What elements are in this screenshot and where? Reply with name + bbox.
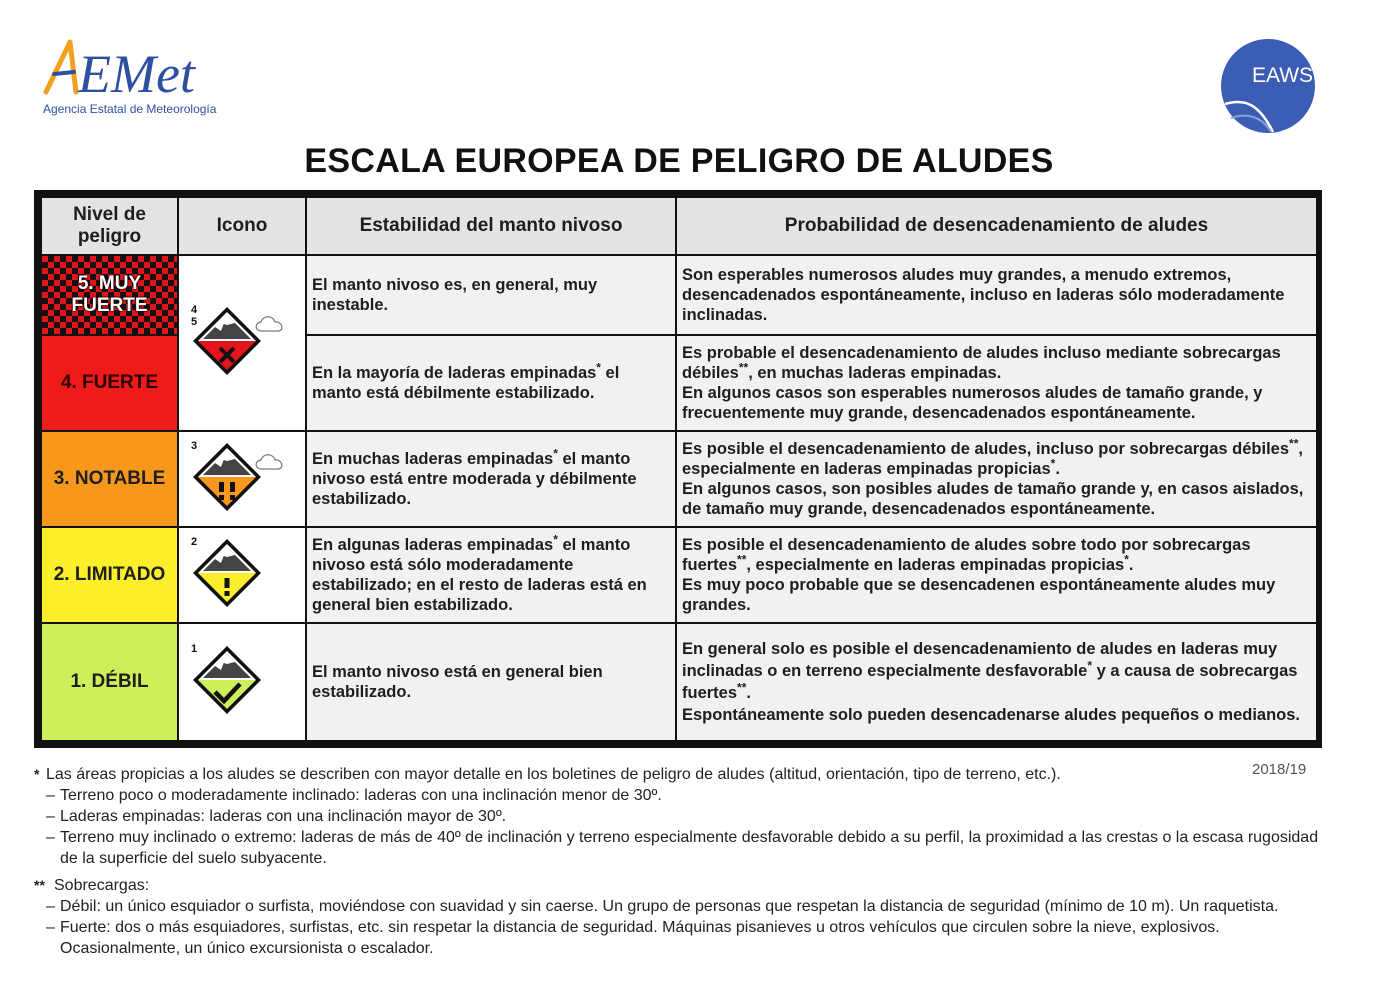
page-title: ESCALA EUROPEA DE PELIGRO DE ALUDES bbox=[304, 142, 1054, 180]
table-row bbox=[41, 527, 1317, 623]
svg-text:4: 4 bbox=[191, 304, 198, 316]
danger-4-5-icon bbox=[191, 303, 295, 383]
aemet-logo-mark bbox=[40, 36, 230, 102]
svg-text:2: 2 bbox=[191, 536, 198, 548]
level-2-probability: Es posible el desencadenamiento de aludes sobre todo por sobrecargas fuertes**, especialmente en laderas empinadas propicias*. Es muy poco probable que se desencadenen espontáneamente aludes muy grandes. bbox=[676, 527, 1317, 623]
svg-text:5: 5 bbox=[191, 316, 198, 328]
icon-cell-4-5 bbox=[178, 255, 306, 431]
eaws-logo bbox=[1219, 38, 1317, 134]
icon-cell-1 bbox=[178, 623, 306, 741]
footnote-item: – Laderas empinadas: laderas con una inclinación mayor de 30º. bbox=[46, 808, 507, 825]
svg-text:3: 3 bbox=[191, 440, 198, 452]
table-header-row bbox=[41, 197, 1317, 255]
level-4-stability: En la mayoría de laderas empinadas* el manto está débilmente estabilizado. bbox=[306, 335, 676, 431]
table-row bbox=[41, 255, 1317, 335]
svg-text:EMet: EMet bbox=[78, 44, 195, 102]
table-row bbox=[41, 431, 1317, 527]
danger-1-icon bbox=[191, 642, 295, 722]
footnotes bbox=[34, 764, 1324, 959]
header-probability: Probabilidad de desencadenamiento de aludes bbox=[676, 197, 1317, 255]
header-icon: Icono bbox=[178, 197, 306, 255]
table-row bbox=[41, 623, 1317, 741]
level-1-probability: En general solo es posible el desencadenamiento de aludes en laderas muy inclinadas o en terreno especialmente desfavorable* y a causa de sobrecargas fuertes**. Espontáneamente solo pueden desencadenarse aludes pequeños o medianos. bbox=[676, 623, 1317, 741]
level-1-label: 1. DÉBIL bbox=[41, 623, 178, 741]
level-2-label: 2. LIMITADO bbox=[41, 527, 178, 623]
footnote-star1: * Las áreas propicias a los aludes se describen con mayor detalle en los boletines de peligro de aludes (altitud, orientación, tipo de terreno, etc.). bbox=[34, 766, 1061, 783]
footnote-item: – Débil: un único esquiador o surfista, moviéndose con suavidad y sin caerse. Un grupo de personas que respetan la distancia de seguridad (mínimo de 10 m). Un raquetista. bbox=[46, 898, 1279, 915]
level-5-stability: El manto nivoso es, en general, muy inestable. bbox=[306, 255, 676, 335]
icon-cell-3 bbox=[178, 431, 306, 527]
danger-scale-table bbox=[34, 190, 1322, 748]
level-3-label: 3. NOTABLE bbox=[41, 431, 178, 527]
level-3-stability: En muchas laderas empinadas* el manto nivoso está entre moderada y débilmente estabilizado. bbox=[306, 431, 676, 527]
level-2-stability: En algunas laderas empinadas* el manto nivoso está sólo moderadamente estabilizado; en el resto de laderas está en general bien estabilizado. bbox=[306, 527, 676, 623]
footnote-item: – Terreno muy inclinado o extremo: laderas de más de 40º de inclinación y terreno especialmente desfavorable debido a su perfil, la proximidad a las crestas o la escasa rugosidad de la superficie del suelo subyacente. bbox=[46, 829, 1319, 867]
footnote-star2: ** Sobrecargas: bbox=[34, 877, 150, 894]
level-4-probability: Es probable el desencadenamiento de aludes incluso mediante sobrecargas débiles**, en muchas laderas empinadas. En algunos casos son esperables numerosos aludes de tamaño grande, y frecuentemente muy grande, desencadenados espontáneamente. bbox=[676, 335, 1317, 431]
aemet-subtitle: Agencia Estatal de Meteorología bbox=[43, 102, 217, 116]
aemet-logo bbox=[40, 36, 230, 122]
danger-3-icon bbox=[191, 439, 295, 519]
header-level: Nivel de peligro bbox=[41, 197, 178, 255]
svg-text:1: 1 bbox=[191, 643, 198, 655]
footnote-item: – Terreno poco o moderadamente inclinado: laderas con una inclinación menor de 30º. bbox=[46, 787, 662, 804]
header-stability: Estabilidad del manto nivoso bbox=[306, 197, 676, 255]
footnote-item: – Fuerte: dos o más esquiadores, surfistas, etc. sin respetar la distancia de seguridad. Máquinas pisanieves u otros vehículos que circulen sobre la nieve, explosivos. Ocasionalmente, un único excursionista o escalador. bbox=[46, 919, 1220, 957]
danger-2-icon bbox=[191, 535, 295, 615]
edition-year: 2018/19 bbox=[1252, 761, 1307, 778]
level-3-probability: Es posible el desencadenamiento de aludes, incluso por sobrecargas débiles**, especialmente en laderas empinadas propicias*. En algunos casos, son posibles aludes de tamaño grande y, en casos aislados, de tamaño muy grande, desencadenados espontáneamente. bbox=[676, 431, 1317, 527]
eaws-logo-text: EAWS bbox=[1252, 64, 1314, 87]
level-4-label: 4. FUERTE bbox=[41, 335, 178, 431]
level-5-probability: Son esperables numerosos aludes muy grandes, a menudo extremos, desencadenados espontáneamente, incluso en laderas sólo moderadamente inclinadas. bbox=[676, 255, 1317, 335]
level-5-label: 5. MUY FUERTE bbox=[41, 255, 178, 335]
icon-cell-2 bbox=[178, 527, 306, 623]
level-1-stability: El manto nivoso está en general bien estabilizado. bbox=[306, 623, 676, 741]
